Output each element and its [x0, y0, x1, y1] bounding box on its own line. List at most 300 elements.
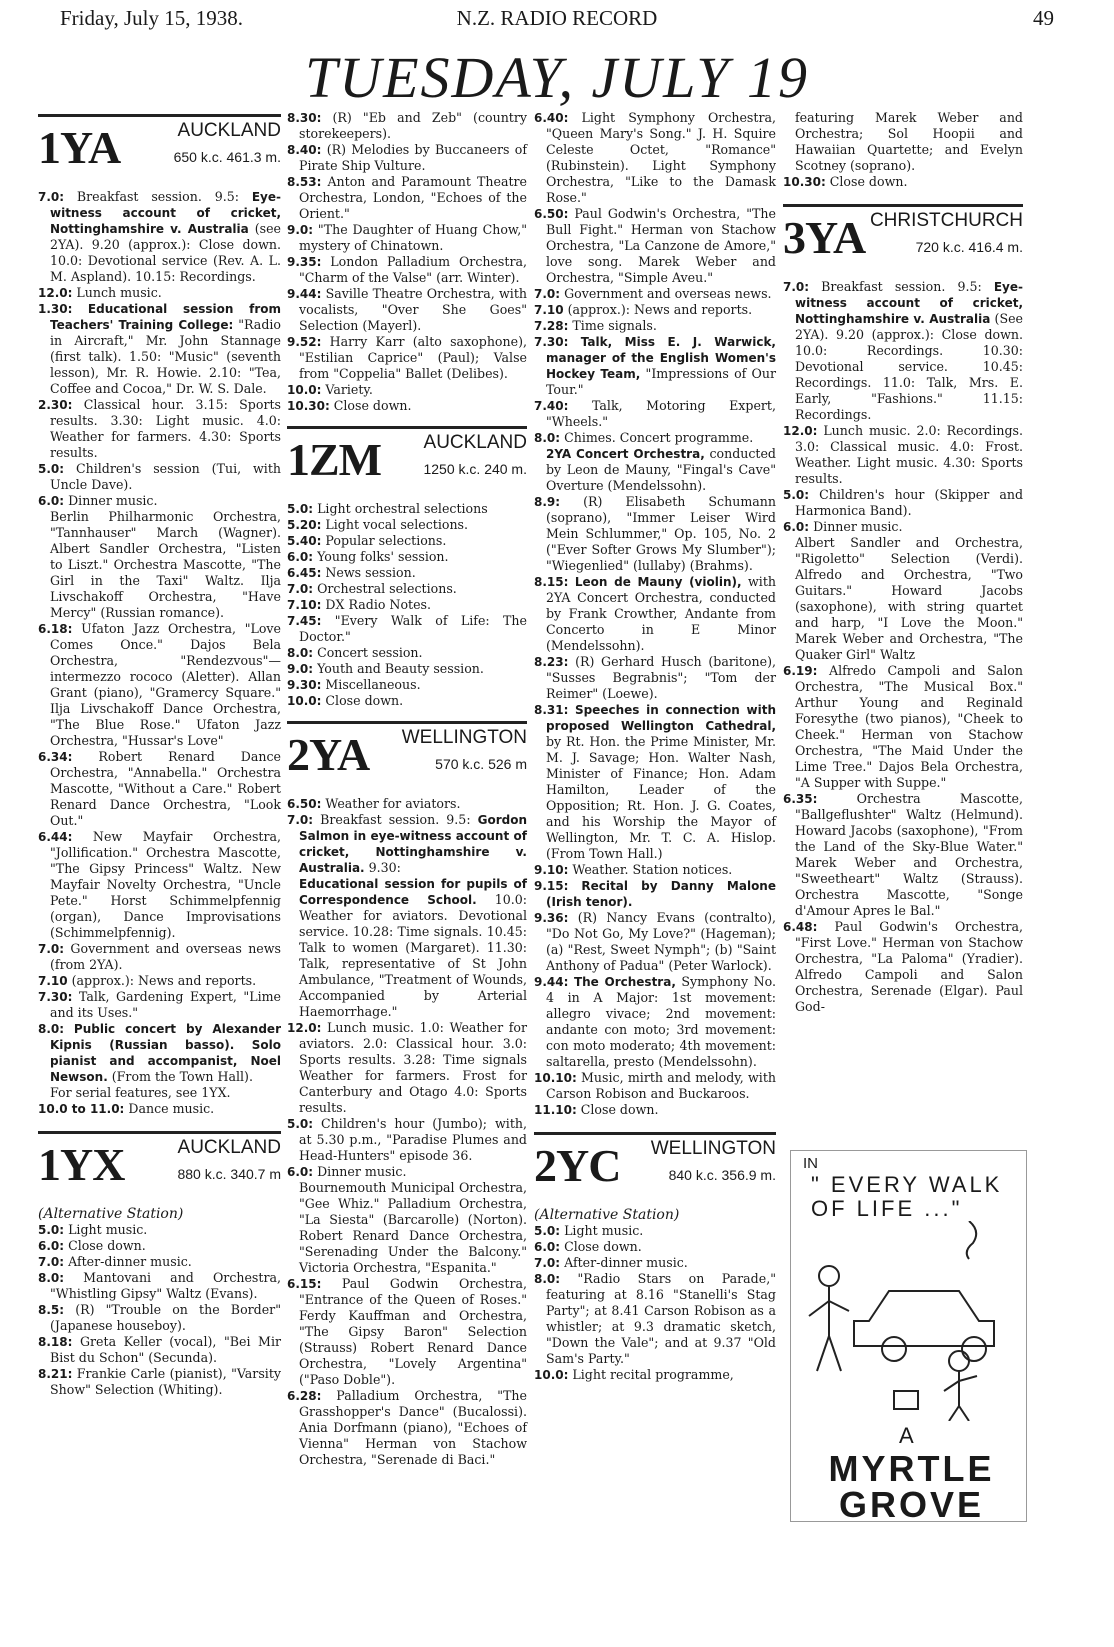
entry-time: 8.53: — [287, 175, 322, 189]
entry-time: 10.30: — [287, 399, 330, 413]
programme-list-2ya — [287, 796, 527, 1468]
programme-entry — [783, 174, 1023, 190]
programme-entry — [38, 1366, 281, 1398]
programme-entry — [534, 446, 776, 494]
entry-text: Youth and Beauty session. — [313, 661, 484, 676]
entry-text: Light orchestral selections — [313, 501, 488, 516]
entry-text: New Mayfair Orchestra, "Jollification." Orchestra Mascotte, "The Gipsy Princess" Waltz. New Mayfair Novelty Orchestra, "Uncle Pete." Horst Schimmelpfennig (organ), Dance Improvisations (Schimmelpfennig). — [50, 829, 281, 940]
entry-text: Albert Sandler and Orchestra, "Rigoletto" Selection (Verdi). Alfredo and Orchestra, "Two Guitars." Howard Jacobs (saxophone), with string quartet and harp, "I Love the Moon." Marek Weber and Orchestra, "The Quaker Girl" Waltz — [795, 535, 1023, 662]
column-3 — [534, 110, 776, 1383]
ad-in-text: IN — [803, 1155, 818, 1172]
station-header-2ya — [287, 721, 527, 788]
entry-text: Music, mirth and melody, with Carson Robison and Buckaroos. — [546, 1070, 776, 1101]
entry-highlight: Gordon Salmon in eye-witness account of cricket, Nottinghamshire v. Australia. — [299, 813, 527, 875]
entry-time: 5.0: — [38, 1223, 65, 1237]
programme-entry — [287, 533, 527, 549]
programme-entry — [38, 1302, 281, 1334]
programme-entry — [38, 397, 281, 461]
entry-text: Orchestral selections. — [313, 581, 457, 596]
entry-highlight: The Orchestra, — [573, 975, 676, 989]
entry-text: Dance music. — [124, 1101, 215, 1116]
entry-time: 8.30: — [287, 111, 322, 125]
programme-entry — [38, 189, 281, 285]
programme-entry — [287, 517, 527, 533]
entry-text: Chimes. Concert programme. — [560, 430, 754, 445]
station-call: 3YA — [783, 212, 866, 263]
entry-time: 5.0: — [287, 1117, 314, 1131]
entry-text: Lunch music. — [72, 285, 162, 300]
programme-entry — [287, 382, 527, 398]
entry-text — [568, 878, 581, 893]
day-title: TUESDAY, JULY 19 — [304, 45, 810, 110]
entry-text: Close down. — [576, 1102, 659, 1117]
programme-entry — [38, 973, 281, 989]
programme-entry — [534, 878, 776, 910]
entry-text: Close down. — [329, 398, 412, 413]
entry-time: 7.30: — [38, 990, 73, 1004]
entry-text-cont: (see 2YA). 9.20 (approx.): Close down. 10.0: Devotional service (Rev. A. L. M. Aspland). 10.15: Recordings. — [50, 221, 281, 284]
entry-time: 8.31: — [534, 703, 569, 717]
programme-entry — [287, 142, 527, 174]
station-header-1zm — [287, 426, 527, 493]
programme-entry — [534, 654, 776, 702]
programme-list-2yc — [534, 1223, 776, 1383]
station-city: WELLINGTON — [650, 1138, 776, 1159]
entry-time: 7.0: — [38, 942, 65, 956]
entry-text: Harry Karr (alto saxophone), "Estilian Caprice" (Paul); Valse from "Coppelia" Ballet (Delibes). — [299, 334, 527, 381]
programme-entry — [783, 791, 1023, 919]
entry-text: Robert Renard Dance Orchestra, "Annabella." Orchestra Mascotte, "Without a Care." Robert Renard Dance Orchestra, "Look Out." — [50, 749, 281, 828]
entry-time: 6.44: — [38, 830, 73, 844]
entry-text: For serial features, see 1YX. — [50, 1085, 231, 1100]
entry-text: Bournemouth Municipal Orchestra, "Gee Whiz." Palladium Orchestra, "La Siesta" (Barcarolle) (Norton). Robert Renard Dance Orchestra, "Serenading Under the Balcony." Victoria Orchestra, "Espanita." — [299, 1180, 527, 1275]
entry-time: 9.0: — [287, 662, 314, 676]
entry-time: 1.30: — [38, 302, 73, 316]
programme-list-1zm — [287, 501, 527, 709]
entry-time: 7.30: — [534, 335, 569, 349]
station-header-1yx — [38, 1131, 281, 1198]
page-number: 49 — [1033, 6, 1054, 30]
entry-highlight: Educational session for pupils of Correspondence School. — [299, 877, 527, 907]
entry-text: Concert session. — [313, 645, 423, 660]
programme-entry — [287, 254, 527, 286]
entry-time: 7.0: — [38, 1255, 65, 1269]
entry-highlight: Educational session from Teachers' Training College: — [50, 302, 281, 332]
entry-time: 7.0: — [287, 813, 314, 827]
entry-text: Dinner music. — [809, 519, 903, 534]
entry-highlight: Recital by Danny Malone (Irish tenor). — [546, 879, 776, 909]
ad-illustration-icon — [799, 1221, 1019, 1421]
entry-time: 6.0: — [38, 1239, 65, 1253]
entry-time: 5.0: — [534, 1224, 561, 1238]
entry-time: 9.52: — [287, 335, 322, 349]
entry-highlight: 2YA Concert Orchestra, — [546, 447, 705, 461]
station-call: 2YC — [534, 1140, 621, 1191]
entry-text: After-dinner music. — [560, 1255, 688, 1270]
programme-entry — [287, 597, 527, 613]
programme-entry — [38, 1021, 281, 1085]
programme-entry — [287, 334, 527, 382]
programme-entry — [783, 279, 1023, 423]
entry-time: 8.0: — [534, 1272, 561, 1286]
ad-brand: MYRTLE GROVE — [828, 1448, 995, 1525]
station-city: AUCKLAND — [177, 120, 281, 141]
programme-list-2yc-cont — [783, 110, 1023, 190]
entry-time: 7.10: — [287, 598, 322, 612]
entry-time: 8.40: — [287, 143, 322, 157]
programme-entry — [287, 174, 527, 222]
entry-time: 8.15: — [534, 575, 569, 589]
entry-highlight: Eye-witness account of cricket, Nottinghamshire v. Australia — [795, 280, 1023, 326]
entry-text: (approx.): News and reports. — [563, 302, 753, 317]
entry-time: 5.40: — [287, 534, 322, 548]
entry-time: 6.0: — [287, 550, 314, 564]
programme-entry — [534, 974, 776, 1070]
entry-text: (R) "Trouble on the Border" (Japanese houseboy). — [50, 1302, 281, 1333]
station-frequency: 720 k.c. 416.4 m. — [915, 239, 1023, 255]
entry-text: Popular selections. — [321, 533, 447, 548]
station-city: WELLINGTON — [401, 727, 527, 748]
entry-text: "Every Walk of Life: The Doctor." — [299, 613, 527, 644]
programme-entry — [38, 749, 281, 829]
station-header-3ya — [783, 204, 1023, 271]
station-header-1ya — [38, 114, 281, 181]
entry-text: Paul Godwin's Orchestra, "The Bull Fight." Herman von Stachow Orchestra, "La Canzone de Amore," love song. Marek Weber and Orchestra, "Simple Aveu." — [546, 206, 776, 285]
entry-time: 8.5: — [38, 1303, 65, 1317]
programme-entry — [38, 461, 281, 493]
programme-entry — [783, 519, 1023, 535]
programme-entry — [287, 110, 527, 142]
entry-text: Children's hour (Skipper and Harmonica Band). — [795, 487, 1023, 518]
programme-entry — [783, 110, 1023, 174]
programme-entry — [534, 430, 776, 446]
entry-text: Ufaton Jazz Orchestra, "Love Comes Once." Dajos Bela Orchestra, "Rendezvous"—intermezzo rococo (Aletter). Allan Grant (piano), "Gramercy Square." Ilja Livschakoff Dance Orchestra, "The Blue Rose." Ufaton Jazz Orchestra, "Hussar's Love" — [50, 621, 281, 748]
entry-text: Greta Keller (vocal), "Bei Mir Bist du Schon" (Secunda). — [50, 1334, 281, 1365]
entry-time: 6.19: — [783, 664, 818, 678]
programme-entry — [287, 1164, 527, 1180]
entry-text-cont: 9.30: — [364, 860, 401, 875]
programme-entry — [38, 285, 281, 301]
entry-time: 10.0: — [534, 1368, 569, 1382]
issue-date: Friday, July 15, 1938. — [60, 6, 243, 30]
programme-list-2ya-cont — [534, 110, 776, 1118]
programme-entry — [534, 1239, 776, 1255]
entry-time: 6.45: — [287, 566, 322, 580]
entry-time: 9.44: — [534, 975, 569, 989]
programme-entry — [287, 565, 527, 581]
entry-time: 6.0: — [534, 1240, 561, 1254]
entry-text: Dinner music. — [64, 493, 158, 508]
programme-list-3ya — [783, 279, 1023, 1015]
entry-highlight: Leon de Mauny (violin), — [574, 575, 742, 589]
entry-text-cont: (From the Town Hall). — [107, 1069, 253, 1084]
entry-time: 7.45: — [287, 614, 322, 628]
entry-time: 7.10 — [38, 974, 68, 988]
programme-entry — [534, 302, 776, 318]
entry-text: After-dinner music. — [64, 1254, 192, 1269]
programme-entry — [287, 1180, 527, 1276]
entry-text: Weather. Station notices. — [568, 862, 733, 877]
programme-entry — [287, 613, 527, 645]
entry-text: (R) Nancy Evans (contralto), "Do Not Go, My Love?" (Hageman); (a) "Rest, Sweet Nymph"; (b) "Saint Anthony of Padua" (Peter Warlock). — [546, 910, 776, 973]
entry-time: 7.28: — [534, 319, 569, 333]
entry-text: News session. — [321, 565, 416, 580]
programme-entry — [287, 549, 527, 565]
entry-text — [72, 301, 88, 316]
programme-entry — [38, 941, 281, 973]
programme-entry — [534, 862, 776, 878]
entry-text: Anton and Paramount Theatre Orchestra, London, "Echoes of the Orient." — [299, 174, 527, 221]
entry-time: 7.0: — [534, 287, 561, 301]
column-4 — [783, 110, 1023, 1015]
entry-time: 12.0: — [783, 424, 818, 438]
entry-time: 9.10: — [534, 863, 569, 877]
entry-time: 8.9: — [534, 495, 561, 509]
entry-time: 8.0: — [38, 1022, 65, 1036]
programme-entry — [534, 1223, 776, 1239]
entry-text: Children's hour (Jumbo); with, at 5.30 p.m., "Paradise Plumes and Head-Hunters" episode 36. — [299, 1116, 527, 1163]
entry-text: Saville Theatre Orchestra, with vocalists, "Over She Goes" Selection (Mayerl). — [299, 286, 527, 333]
entry-time: 6.35: — [783, 792, 818, 806]
entry-text: Variety. — [321, 382, 373, 397]
entry-time: 6.50: — [534, 207, 569, 221]
entry-text: Orchestra Mascotte, "Ballgeflushter" Waltz (Helmund). Howard Jacobs (saxophone), "From the Land of the Sky-Blue Water." Marek Weber and Orchestra, "Sweetheart" Waltz (Strauss). Orchestra Mascotte, "Songe d'Amour Apres le Bal." — [795, 791, 1023, 918]
entry-time: 9.35: — [287, 255, 322, 269]
programme-entry — [287, 1276, 527, 1388]
column-1 — [38, 110, 281, 1398]
programme-entry — [534, 1367, 776, 1383]
column-2 — [287, 110, 527, 1468]
entry-time: 5.20: — [287, 518, 322, 532]
entry-time: 7.40: — [534, 399, 569, 413]
programme-entry — [38, 1270, 281, 1302]
programme-entry — [534, 910, 776, 974]
entry-text: Talk, Gardening Expert, "Lime and its Uses." — [50, 989, 281, 1020]
entry-time: 10.10: — [534, 1071, 577, 1085]
programme-entry — [534, 110, 776, 206]
station-frequency: 650 k.c. 461.3 m. — [173, 149, 281, 165]
entry-text-cont: (See 2YA). 9.20 (approx.): Close down. 10.0: Recordings. 10.30: Devotional service. 10.45: Recordings. 11.0: Talk, Mrs. E. Early, "Fashions." 11.15: Recordings. — [795, 311, 1024, 422]
entry-text: Weather for aviators. — [321, 796, 461, 811]
programme-entry — [38, 1101, 281, 1117]
entry-text-cont: by Rt. Hon. the Prime Minister, Mr. M. J. Savage; Hon. Walter Nash, Minister of Finance; Hon. Adam Hamilton, Leader of the Opposition; Rt. Hon. J. G. Coates, and his Worship the Mayor of Wellington, Mr. T. C. A. Hislop. (From Town Hall.) — [546, 734, 776, 861]
entry-time: 6.28: — [287, 1389, 322, 1403]
station-header-2yc — [534, 1132, 776, 1199]
programme-list-1yx-cont — [287, 110, 527, 414]
programme-entry — [534, 286, 776, 302]
alternative-station-note: (Alternative Station) — [534, 1207, 680, 1223]
entry-text: Breakfast session. 9.5: — [64, 189, 252, 204]
entry-text — [64, 1021, 74, 1036]
entry-text: Children's session (Tui, with Uncle Dave). — [50, 461, 281, 492]
entry-time: 5.0: — [38, 462, 65, 476]
entry-text: Breakfast session. 9.5: — [809, 279, 994, 294]
entry-text: "Radio Stars on Parade," featuring at 8.16 "Stanelli's Stag Party"; at 8.41 Carson Robison as a whistler; at 9.3 dramatic sketch, "Down the Vale"; and at 9.37 "Old Sam's Party." — [546, 1271, 776, 1366]
entry-time: 8.18: — [38, 1335, 73, 1349]
entry-text-cont: "Radio in Aircraft," Mr. John Stannage (first talk). 1.50: "Music" (seventh lesson), Mr. R. Howie. 2.10: "Tea, Coffee and Cocoa," Dr. W. S. Dale. — [50, 317, 281, 396]
programme-entry — [38, 1334, 281, 1366]
entry-text: Close down. — [64, 1238, 146, 1253]
programme-entry — [287, 581, 527, 597]
station-city: CHRISTCHURCH — [869, 210, 1023, 231]
entry-text: Light vocal selections. — [321, 517, 469, 532]
station-city: AUCKLAND — [177, 1137, 281, 1158]
entry-time: 7.0: — [534, 1256, 561, 1270]
entry-text: Light recital programme, — [568, 1367, 734, 1382]
entry-text: Classical hour. 3.15: Sports results. 3.30: Light music. 4.0: Weather for farmers. 4.30: Sports results. — [50, 397, 281, 460]
entry-time: 6.40: — [534, 111, 569, 125]
programme-entry — [287, 876, 527, 1020]
entry-text: "The Daughter of Huang Chow," mystery of Chinatown. — [299, 222, 527, 253]
entry-text: Paul Godwin's Orchestra, "First Love." Herman von Stachow Orchestra, "La Paloma" (Yradier). Alfredo Campoli and Salon Orchestra, Serenade (Elgar). Paul God- — [795, 919, 1023, 1014]
entry-text: Talk, Motoring Expert, "Wheels." — [546, 398, 776, 429]
entry-text: Miscellaneous. — [321, 677, 421, 692]
entry-text: Government and overseas news (from 2YA). — [50, 941, 281, 972]
entry-time: 10.30: — [783, 175, 826, 189]
station-call: 1ZM — [287, 434, 382, 485]
entry-text-cont: conducted by Leon de Mauny, "Fingal's Cave" Overture (Mendelssohn). — [546, 446, 776, 493]
programme-entry — [287, 796, 527, 812]
programme-entry — [38, 301, 281, 397]
programme-entry — [287, 222, 527, 254]
station-frequency: 1250 k.c. 240 m. — [423, 461, 527, 477]
entry-text: Paul Godwin Orchestra, "Entrance of the Queen of Roses." Ferdy Kauffman and Orchestra, "The Gipsy Baron" Selection (Strauss) Robert Renard Dance Orchestra, "Lovely Argentina" ("Paso Doble"). — [299, 1276, 527, 1387]
entry-text: Frankie Carle (pianist), "Varsity Show" Selection (Whiting). — [50, 1366, 281, 1397]
entry-text: Lunch music. 1.0: Weather for aviators. 2.0: Classical hour. 3.0: Sports results. 3.28: Time signals Weather for farmers. Frost for Canterbury and Otago 4.0: Sports results. — [299, 1020, 527, 1115]
programme-entry — [534, 574, 776, 654]
programme-entry — [287, 501, 527, 517]
entry-text-cont: 10.0: Weather for aviators. Devotional service. 10.28: Time signals. 10.45: Talk to women (Margaret). 11.30: Talk, representative of St John Ambulance, "Treatment of Wounds, Accompanied by Arterial Haemorrhage." — [299, 892, 527, 1019]
entry-time: 7.10 — [534, 303, 564, 317]
programme-entry — [287, 645, 527, 661]
entry-time: 12.0: — [287, 1021, 322, 1035]
programme-entry — [534, 702, 776, 862]
entry-time: 5.0: — [783, 488, 810, 502]
programme-entry — [534, 334, 776, 398]
entry-time: 5.0: — [287, 502, 314, 516]
entry-time: 12.0: — [38, 286, 73, 300]
entry-time: 10.0 to 11.0: — [38, 1102, 125, 1116]
entry-time: 9.0: — [287, 223, 314, 237]
entry-text: Time signals. — [568, 318, 657, 333]
entry-text: Berlin Philharmonic Orchestra, "Tannhauser" March (Wagner). Albert Sandler Orchestra, "Listen to Liszt." Orchestra Mascotte, "The Girl in the Taxi" Waltz. Ilja Livschakoff Orchestra, "Have Mercy" (Russian romance). — [50, 509, 281, 620]
programme-entry — [38, 621, 281, 749]
programme-entry — [38, 1238, 281, 1254]
entry-time: 6.0: — [783, 520, 810, 534]
entry-time: 9.15: — [534, 879, 569, 893]
programme-entry — [287, 398, 527, 414]
entry-time: 6.50: — [287, 797, 322, 811]
programme-entry — [38, 493, 281, 509]
station-city: AUCKLAND — [423, 432, 527, 453]
programme-entry — [534, 1070, 776, 1102]
entry-time: 9.36: — [534, 911, 569, 925]
page-header — [60, 6, 1054, 36]
entry-highlight: Talk, Miss E. J. Warwick, manager of the English Women's Hockey Team, — [546, 335, 776, 381]
entry-text: Breakfast session. 9.5: — [313, 812, 478, 827]
programme-entry — [783, 535, 1023, 663]
ad-article: A — [899, 1423, 914, 1448]
entry-highlight: Eye-witness account of cricket, Nottinghamshire v. Australia — [50, 190, 281, 236]
ad-slogan: " EVERY WALK OF LIFE ..." — [811, 1172, 1003, 1221]
station-frequency: 570 k.c. 526 m — [435, 756, 527, 772]
entry-highlight: Public concert by Alexander Kipnis (Russian basso). Solo pianist and accompanist, Noel Newson. — [50, 1022, 281, 1084]
entry-text: (R) Melodies by Buccaneers of Pirate Ship Vulture. — [299, 142, 527, 173]
entry-time: 7.0: — [783, 280, 810, 294]
entry-text-cont: with 2YA Concert Orchestra, conducted by Frank Crowther, Andante from Concerto in E Minor (Mendelssohn). — [546, 574, 776, 653]
station-call: 2YA — [287, 729, 370, 780]
programme-entry — [534, 1255, 776, 1271]
station-call: 1YA — [38, 122, 121, 173]
entry-time: 9.44: — [287, 287, 322, 301]
programme-list-1ya — [38, 189, 281, 1117]
entry-text-cont: Symphony No. 4 in A Major: 1st movement: allegro vivace; 2nd movement: andante con moto; 3rd movement: con moto moderato; 4th movement: saltarella, presto (Mendelssohn). — [546, 974, 776, 1069]
programme-list-1yx — [38, 1222, 281, 1398]
programme-entry — [534, 398, 776, 430]
entry-text: London Palladium Orchestra, "Charm of the Valse" (arr. Winter). — [299, 254, 527, 285]
myrtle-grove-advertisement — [790, 1150, 1027, 1525]
entry-time: 8.0: — [287, 646, 314, 660]
entry-text-cont: "Impressions of Our Tour." — [546, 366, 777, 397]
programme-entry — [783, 919, 1023, 1015]
entry-text: (R) Gerhard Husch (baritone), "Susses Begrabnis"; "Tom der Reimer" (Loewe). — [546, 654, 776, 701]
programme-entry — [534, 206, 776, 286]
programme-entry — [38, 829, 281, 941]
entry-text: Close down. — [825, 174, 908, 189]
entry-time: 2.30: — [38, 398, 73, 412]
entry-time: 8.21: — [38, 1367, 73, 1381]
programme-entry — [38, 1254, 281, 1270]
magazine-title: N.Z. RADIO RECORD — [456, 6, 658, 30]
entry-text: Close down. — [321, 693, 404, 708]
entry-time: 6.48: — [783, 920, 818, 934]
entry-text: Alfredo Campoli and Salon Orchestra, "The Musical Box." Arthur Young and Reginald Foresythe (two pianos), "Cheek to Cheek." Herman von Stachow Orchestra, "The Maid Under the Lime Tree." Dajos Bela Orchestra, "A Supper with Suppe." — [795, 663, 1023, 790]
programme-entry — [287, 661, 527, 677]
station-call: 1YX — [38, 1139, 125, 1190]
programme-entry — [534, 1271, 776, 1367]
programme-entry — [534, 494, 776, 574]
entry-time: 6.0: — [38, 494, 65, 508]
programme-entry — [287, 693, 527, 709]
programme-entry — [38, 509, 281, 621]
entry-time: 11.10: — [534, 1103, 577, 1117]
entry-text: Mantovani and Orchestra, "Whistling Gipsy" Waltz (Evans). — [50, 1270, 281, 1301]
entry-text — [568, 334, 580, 349]
entry-text: Lunch music. 2.0: Recordings. 3.0: Classical music. 4.0: Frost. Weather. Light music. 4.30: Sports results. — [795, 423, 1023, 486]
entry-time: 6.0: — [287, 1165, 314, 1179]
entry-time: 6.15: — [287, 1277, 322, 1291]
programme-entry — [783, 423, 1023, 487]
entry-time: 8.0: — [38, 1271, 65, 1285]
programme-entry — [534, 318, 776, 334]
programme-entry — [783, 663, 1023, 791]
entry-text: Government and overseas news. — [560, 286, 772, 301]
entry-text: (R) "Eb and Zeb" (country storekeepers). — [299, 110, 527, 141]
entry-text: Light music. — [560, 1223, 644, 1238]
entry-highlight: Speeches in connection with proposed Wellington Cathedral, — [546, 703, 776, 733]
entry-text: (R) Elisabeth Schumann (soprano), "Immer Leiser Wird Mein Schlummer," Op. 105, No. 2 ("Ever Softer Grows My Slumber"); "Wiegenlied" (lullaby) (Brahms). — [546, 494, 776, 573]
entry-text: Dinner music. — [313, 1164, 407, 1179]
programme-entry — [38, 1222, 281, 1238]
entry-text: Light music. — [64, 1222, 148, 1237]
station-frequency: 880 k.c. 340.7 m — [177, 1166, 281, 1182]
entry-text: DX Radio Notes. — [321, 597, 432, 612]
programme-entry — [38, 989, 281, 1021]
entry-time: 7.0: — [287, 582, 314, 596]
entry-time: 8.23: — [534, 655, 569, 669]
entry-time: 10.0: — [287, 694, 322, 708]
programme-entry — [287, 1116, 527, 1164]
